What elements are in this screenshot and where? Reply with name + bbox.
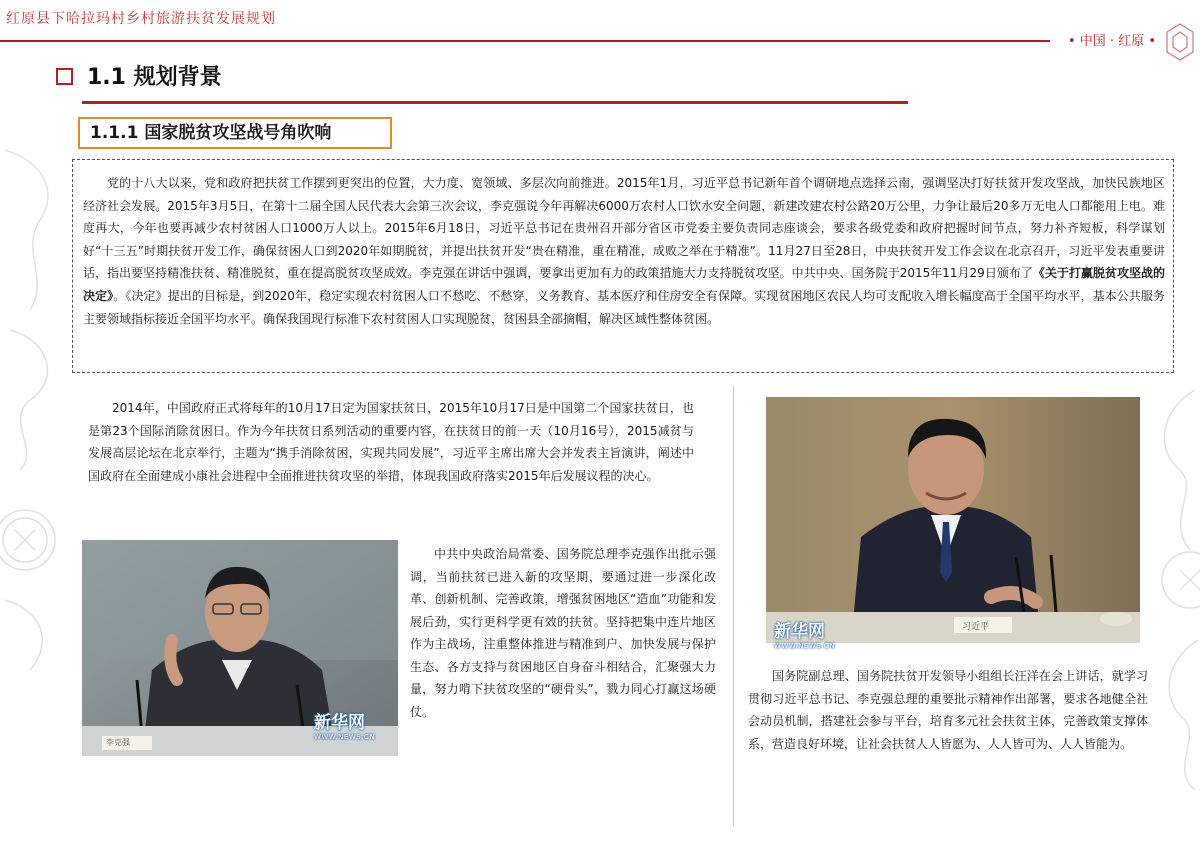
left-ornament-pattern xyxy=(0,130,70,690)
xinhua-watermark xyxy=(314,708,375,741)
subsection-title: 1.1.1 国家脱贫攻坚战号角吹响 xyxy=(78,117,392,149)
section-title-text: 1.1 规划背景 xyxy=(87,65,222,90)
photo-xi-jinping xyxy=(766,397,1140,650)
watermark-url: WWW.NEWS.CN xyxy=(314,733,376,741)
corner-ornament xyxy=(1165,22,1195,62)
right-ornament-pattern xyxy=(1150,380,1200,800)
photo-xi-jinping-image xyxy=(766,397,1140,643)
intro-text-part2: 。《决定》提出的目标是，到2020年，稳定实现农村贫困人口不愁吃、不愁穿，义务教育、基本医疗和住房安全有保障。实现贫困地区农民人均可支配收入增长幅度高于全国平均水平，基本公共服务主要领域指标接近全国平均水平。确保我国现行标准下农村贫困人口实现脱贫，贫困县全部摘帽，解决区域性整体贫困。 xyxy=(83,288,1165,326)
photo-li-keqiang xyxy=(82,540,398,756)
intro-text-part1: 党的十八大以来，党和政府把扶贫工作摆到更突出的位置，大力度、宽领域、多层次向前推进。2015年1月，习近平总书记新年首个调研地点选择云南，强调坚决打好扶贫开发攻坚战，加快民族地区经济社会发展。2015年3月5日，在第十二届全国人民代表大会第三次会议，李克强说今年再解决6000万农村人口饮水安全问题，新建改建农村公路20万公里，力争让最后20多万无电人口都能用上电。难度再大，今年也要再减少农村贫困人口1000万人以上。2015年6月18日，习近平总书记在贵州召开部分省区市党委主要负责同志座谈会，要求各级党委和政府把握时间节点，努力补齐短板，科学谋划好“十三五”时期扶贫开发工作，确保贫困人口到2020年如期脱贫，并提出扶贫开发“贵在精准，重在精准，成败之举在于精准”。11月27日至28日，中央扶贫开发工作会议在北京召开，习近平发表重要讲话，指出要坚持精准扶贫、精准脱贫，重在提高脱贫攻坚成效。李克强在讲话中强调，要拿出更加有力的政策措施大力支持脱贫攻坚。中共中央、国务院于2015年11月29日颁布了 xyxy=(83,176,1165,281)
watermark-text: 新华网 xyxy=(314,713,365,733)
nameplate-text: 李克强 xyxy=(106,738,130,747)
square-bullet-icon xyxy=(56,68,73,85)
policy-document-name: 《关于打赢脱贫攻坚战的决定》 xyxy=(83,266,1165,303)
document-title: 红原县下哈拉玛村乡村旅游扶贫发展规划 xyxy=(6,11,276,27)
wang-yang-paragraph: 国务院副总理、国务院扶贫开发领导小组组长汪洋在会上讲话，就学习贯彻习近平总书记、李克强总理的重要批示精神作出部署，要求各地健全社会动员机制，搭建社会参与平台，培育多元社会扶贫主体，完善政策支撑体系，营造良好环境，让社会扶贫人人皆愿为、人人皆可为、人人皆能为。 xyxy=(748,669,1148,751)
section-title xyxy=(56,60,222,91)
column-divider xyxy=(733,386,734,826)
header-divider xyxy=(0,40,1050,42)
section-underline xyxy=(82,101,908,104)
xinhua-watermark xyxy=(774,617,835,650)
li-keqiang-paragraph: 中共中央政治局常委、国务院总理李克强作出批示强调，当前扶贫已进入新的攻坚期，要通过进一步深化改革、创新机制、完善政策，增强贫困地区“造血”功能和发展后劲，实行更科学更有效的扶贫。坚持把集中连片地区作为主战场，注重整体推进与精准到户、加快发展与保护生态、各方支持与贫困地区自身奋斗相结合，汇聚强大力量，努力啃下扶贫攻坚的“硬骨头”，戮力同心打赢这场硬仗。 xyxy=(410,547,716,719)
intro-paragraph xyxy=(83,172,1165,330)
watermark-text: 新华网 xyxy=(774,622,825,642)
region-label: • 中国 · 红原 • xyxy=(1068,34,1156,49)
watermark-url: WWW.NEWS.CN xyxy=(774,642,836,650)
nameplate-text: 习近平 xyxy=(962,622,990,632)
poverty-day-paragraph: 2014年，中国政府正式将每年的10月17日定为国家扶贫日，2015年10月17日是中国第二个国家扶贫日，也是第23个国际消除贫困日。作为今年扶贫日系列活动的重要内容，在扶贫日的前一天（10月16号），2015减贫与发展高层论坛在北京举行，主题为“携手消除贫困，实现共同发展”，习近平主席出席大会并发表主旨演讲，阐述中国政府在全面建成小康社会进程中全面推进扶贫攻坚的举措，体现我国政府落实2015年后发展议程的决心。 xyxy=(88,401,694,483)
intro-text-box xyxy=(72,159,1174,373)
